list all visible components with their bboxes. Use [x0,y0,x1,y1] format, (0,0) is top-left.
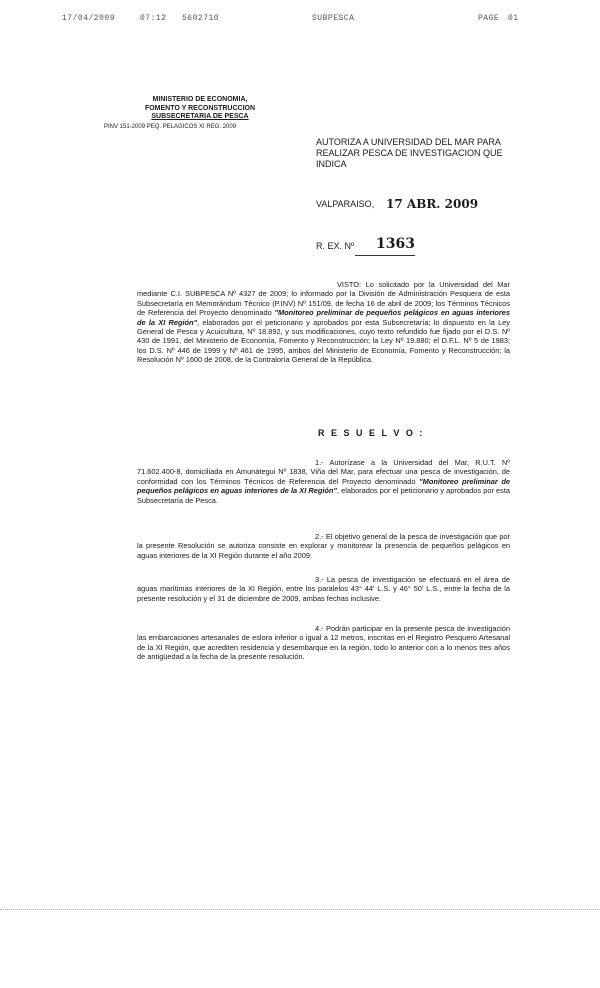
document-subject: AUTORIZA A UNIVERSIDAD DEL MAR PARA REALIZAR PESCA DE INVESTIGACION QUE INDICA [316,137,503,169]
ministry-letterhead [100,96,300,131]
resolution-underline [355,255,415,256]
fax-time: 07:12 [140,14,167,23]
fax-sender: SUBPESCA [312,14,355,23]
resolution-item-2 [137,532,510,560]
visto-rest: , elaborados por el peticionario y aprobados por esta Subsecretaría; lo dispuesto en la Ley General de Pesca y Acuicultura, Nº 18.892, y sus modificaciones, cuyo texto refundido fue fijado por el D.S. Nº 430 de 1991, del Ministerio de Economía, Fomento y Reconstrucción; la Ley Nº 19.880; el D.F.L. Nº 5 de 1983; los D.S. Nº 446 de 1999 y Nº 461 de 1995, ambos del Ministerio de Economía, Fomento y Reconstrucción; la Resolución Nº 1600 de 2008, de la Contraloría General de la República. [137,317,510,365]
date-stamp: 17 ABR. 2009 [386,197,479,211]
place-label: VALPARAISO, [316,199,375,209]
resuelvo-heading: R E S U E L V O : [318,428,425,438]
resolution-item-3 [137,575,510,603]
fax-page-label: PAGE [478,14,500,23]
resolution-label: R. EX. Nº [316,241,355,251]
item-3-text: 3.- La pesca de investigación se efectuará en el área de aguas marítimas interiores de la XI Región, entre los paralelos 43° 44' L.S. y 46° 50' L.S., entre la fecha de la presente resolución y el 31 de diciembre de 2009, ambas fechas inclusive. [137,575,510,603]
resolution-item-1 [137,458,510,505]
fax-date: 17/04/2009 [62,14,116,23]
item-1-project-title: "Monitoreo preliminar de pequeños pelágicos en aguas interiores de la XI Región" [137,476,510,496]
fax-page-number: 01 [508,14,519,23]
visto-intro: VISTO: Lo solicitado por la Universidad del Mar mediante C.I. SUBPESCA Nº 4327 de 2009; lo informado por la División de Administración Pesquera de esta Subsecretaría en Memorándum Técnico (P.INV) Nº 151/09, de fecha 16 de abril de 2009; los Términos Técnicos de Referencia del Proyecto denominado [137,280,510,318]
ministry-line-3: SUBSECRETARIA DE PESCA [151,113,249,120]
fax-bottom-edge [0,909,600,910]
resolution-number: 1363 [376,236,415,252]
item-2-text: 2.- El objetivo general de la pesca de investigación que por la presente Resolución se autoriza consiste en explorar y monitorear la presencia de pequeños pelágicos en aguas interiores de la XI Región durante el año 2009. [137,532,510,560]
visto-project-title: "Monitoreo preliminar de pequeños pelágicos en aguas interiores de la XI Región" [137,308,510,327]
fax-number: 5602710 [182,14,220,23]
ministry-line-1: MINISTERIO DE ECONOMIA, [152,96,248,103]
resolution-item-4 [137,624,510,662]
visto-paragraph [137,280,510,365]
ministry-line-2: FOMENTO Y RECONSTRUCCION [144,104,256,112]
item-1-rest: , elaborados por el peticionario y aprobados por esta Subsecretaría de Pesca. [137,486,510,505]
item-4-text: 4.- Podrán participar en la presente pesca de investigación las embarcaciones artesanales de eslora inferior o igual a 12 metros, inscritas en el Registro Pesquero Artesanal de la XI Región, que acrediten residencia y desembarque en la región, todo lo anterior con a lo menos tres años de antigüedad a la fecha de la presente resolución. [137,624,510,662]
ministry-reference: PINV 151-2009 PEQ. PELAGICOS XI REG. 2009 [104,123,237,130]
item-1-intro: 1.- Autorízase a la Universidad del Mar, R.U.T. Nº 71.602.400-8, domiciliada en Amunátegui Nº 1838, Viña del Mar, para efectuar una pesca de investigación, de conformidad con los Términos Técnicos de Referencia del Proyecto denominado [137,458,510,486]
